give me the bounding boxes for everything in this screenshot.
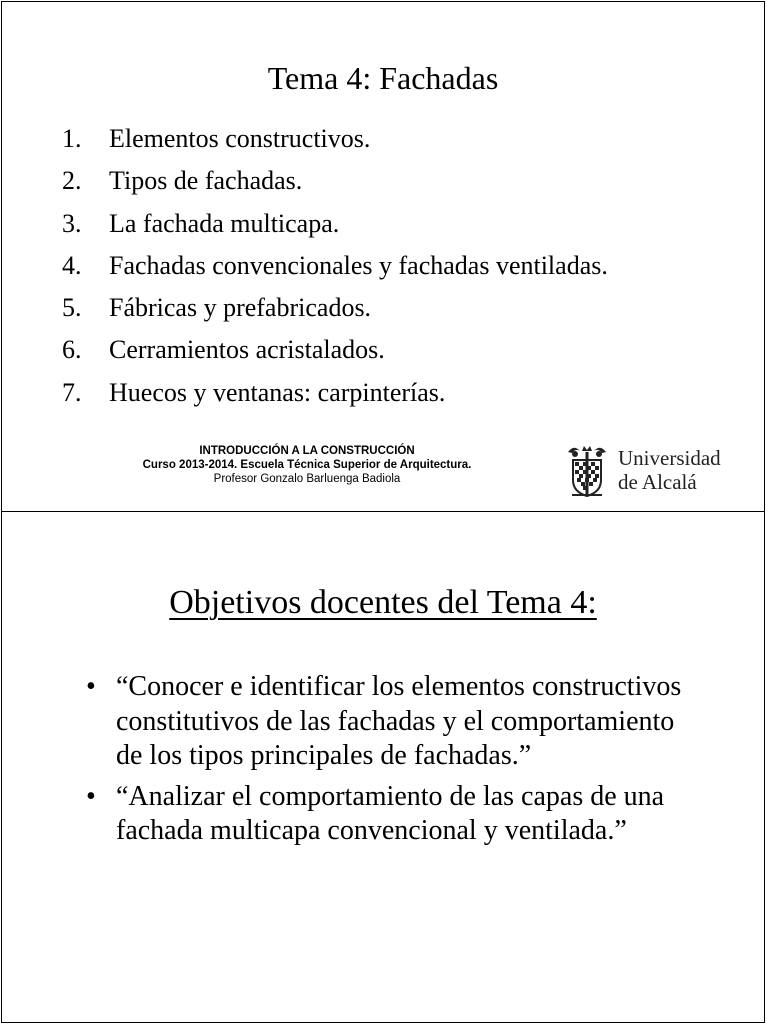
course-footer <box>102 444 512 486</box>
objective-item <box>86 780 706 849</box>
topic-text: Huecos y ventanas: carpinterías. <box>109 377 446 407</box>
topic-text: Fachadas convencionales y fachadas ventiladas. <box>109 250 608 280</box>
topic-number: 1. <box>62 124 82 153</box>
topic-text: Tipos de fachadas. <box>109 166 303 196</box>
university-logo <box>562 442 742 498</box>
topic-item <box>62 122 608 164</box>
topic-text: Elementos constructivos. <box>109 124 371 153</box>
topic-number: 6. <box>62 335 82 365</box>
slide-1-title: Tema 4: Fachadas <box>267 60 499 96</box>
course-professor: Profesor Gonzalo Barluenga Badiola <box>213 473 401 485</box>
topic-number: 3. <box>62 208 82 238</box>
objective-text: “Analizar el comportamiento de las capas de una fachada multicapa convencional y ventilada.” <box>116 780 665 846</box>
topic-item <box>62 376 608 418</box>
slide-2-title: Objetivos docentes del Tema 4: <box>169 584 597 621</box>
topic-number: 4. <box>62 250 82 280</box>
university-crest-icon <box>562 442 612 498</box>
topic-text: Cerramientos acristalados. <box>109 335 385 365</box>
topic-number: 7. <box>62 377 82 407</box>
topic-item <box>62 249 608 291</box>
slide-1 <box>1 1 765 513</box>
topic-item <box>62 207 608 249</box>
topic-text: La fachada multicapa. <box>109 208 340 238</box>
slide-2 <box>1 511 765 1023</box>
topic-item <box>62 333 608 375</box>
topic-number: 2. <box>62 166 82 196</box>
university-name-line-2: de Alcalá <box>618 470 697 494</box>
objective-item <box>86 670 706 774</box>
bullet-icon: • <box>86 671 96 702</box>
topic-item <box>62 164 608 206</box>
topic-text: Fábricas y prefabricados. <box>109 293 372 323</box>
university-name <box>618 446 721 494</box>
bullet-icon: • <box>86 780 96 812</box>
topic-item <box>62 291 608 333</box>
course-school: Curso 2013-2014. Escuela Técnica Superior de Arquitectura. <box>142 459 472 471</box>
university-name-line-1: Universidad <box>618 446 721 470</box>
topic-list <box>62 122 608 418</box>
objectives-list <box>86 670 706 855</box>
objective-text: “Conocer e identificar los elementos constructivos constitutivos de las fachadas y el comportamiento de los tipos principales de fachadas.” <box>116 671 682 771</box>
topic-number: 5. <box>62 293 82 323</box>
course-name: INTRODUCCIÓN A LA CONSTRUCCIÓN <box>199 445 415 457</box>
